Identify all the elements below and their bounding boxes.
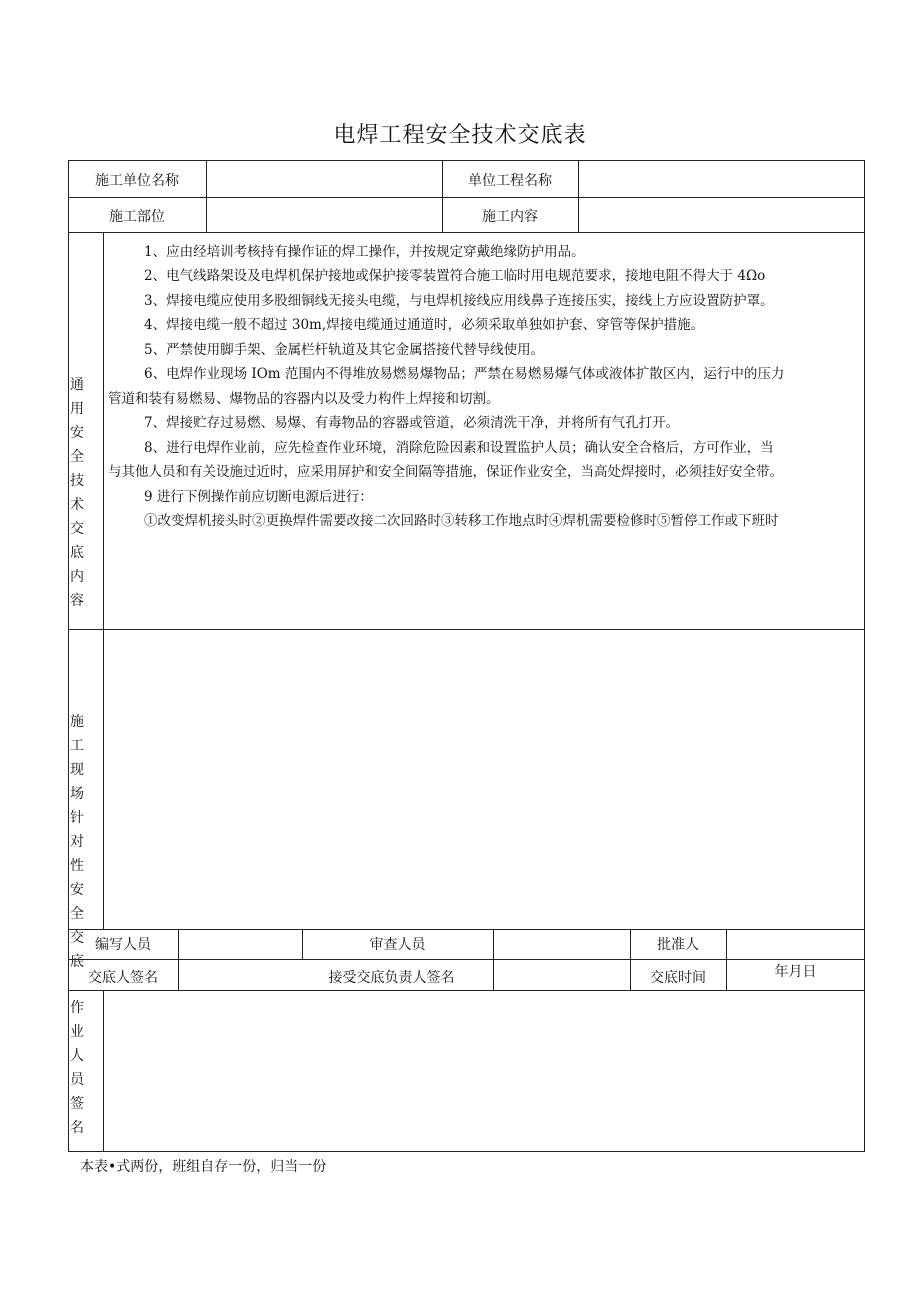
date-label: 交底时间 (650, 970, 706, 986)
row-divider (68, 232, 865, 233)
general-section-label: 通用安全技术交底内容 (70, 377, 90, 609)
receiver-field[interactable] (494, 965, 630, 985)
row-divider (68, 959, 865, 960)
general-item: 与其他人员和有关设施过近时，应采用屏护和安全间隔等措施，保证作业安全，当高处焊接时，必须挂好安全带。 (108, 464, 783, 480)
general-item: 1、应由经培训考核持有操作证的焊工操作，并按规定穿戴绝缘防护用品。 (144, 244, 585, 260)
location-field[interactable] (207, 206, 442, 226)
row-divider (68, 990, 865, 991)
project-name-field[interactable] (579, 170, 864, 190)
page-title: 电焊工程安全技术交底表 (333, 123, 587, 148)
general-item: 7、焊接贮存过易燃、易爆、有毒物品的容器或管道，必须清洗干净，并将所有气孔打开。 (144, 415, 680, 431)
location-label: 施工部位 (109, 209, 165, 225)
reviewer-label: 审查人员 (369, 937, 426, 953)
unit-name-field[interactable] (207, 170, 442, 190)
footnote: 本表•式两份，班组自存一份，归当一份 (80, 1159, 327, 1175)
discloser-label: 交底人签名 (88, 970, 158, 986)
reviewer-field[interactable] (494, 934, 630, 954)
approver-field[interactable] (727, 934, 864, 954)
workers-signature-area[interactable] (105, 992, 863, 1150)
general-item: 2、电气线路架设及电焊机保护接地或保护接零装置符合施工临时用电规范要求，接地电阻不得大于 4Ωo (144, 268, 766, 284)
site-section-label: 施工现场针对性安全交底 (70, 714, 90, 970)
workers-section-label: 作业人员签名 (70, 1000, 90, 1136)
general-item: 8、进行电焊作业前，应先检查作业环境，消除危险因素和设置监护人员；确认安全合格后，方可作业，当 (144, 440, 774, 456)
general-item: 4、焊接电缆一般不超过 30m,焊接电缆通过通道时，必须采取单独如护套、穿管等保护措施。 (144, 317, 705, 333)
row-divider (68, 629, 865, 630)
general-item: 管道和装有易燃易、爆物品的容器内以及受力构件上焊接和切割。 (108, 391, 500, 407)
project-name-label: 单位工程名称 (468, 173, 552, 189)
general-item: ①改变焊机接头时②更换焊件需要改接二次回路时③转移工作地点时④焊机需要检修时⑤暂停工作或下班时 (144, 513, 779, 529)
general-item: 5、严禁使用脚手架、金属栏杆轨道及其它金属搭接代替导线使用。 (144, 342, 545, 358)
writer-label: 编写人员 (95, 937, 151, 953)
general-item: 6、电焊作业现场 IOm 范围内不得堆放易燃易爆物品；严禁在易燃易爆气体或液体扩散区内，运行中的压力 (144, 366, 785, 382)
date-field[interactable]: 年月日 (774, 964, 817, 980)
unit-name-label: 施工单位名称 (95, 173, 179, 189)
receiver-label: 接受交底负责人签名 (328, 970, 455, 986)
site-content-area[interactable] (105, 631, 863, 927)
writer-field[interactable] (179, 934, 302, 954)
content-field[interactable] (579, 206, 864, 226)
approver-label: 批准人 (657, 937, 699, 953)
row-divider (68, 197, 865, 198)
general-item: 3、焊接电缆应使用多股细铜线无接头电缆，与电焊机接线应用线鼻子连接压实，接线上方应设置防护罩。 (144, 293, 774, 309)
general-item: 9 进行下例操作前应切断电源后进行： (144, 489, 373, 505)
discloser-field[interactable] (179, 965, 302, 985)
row-divider (68, 929, 865, 930)
content-label: 施工内容 (482, 209, 538, 225)
